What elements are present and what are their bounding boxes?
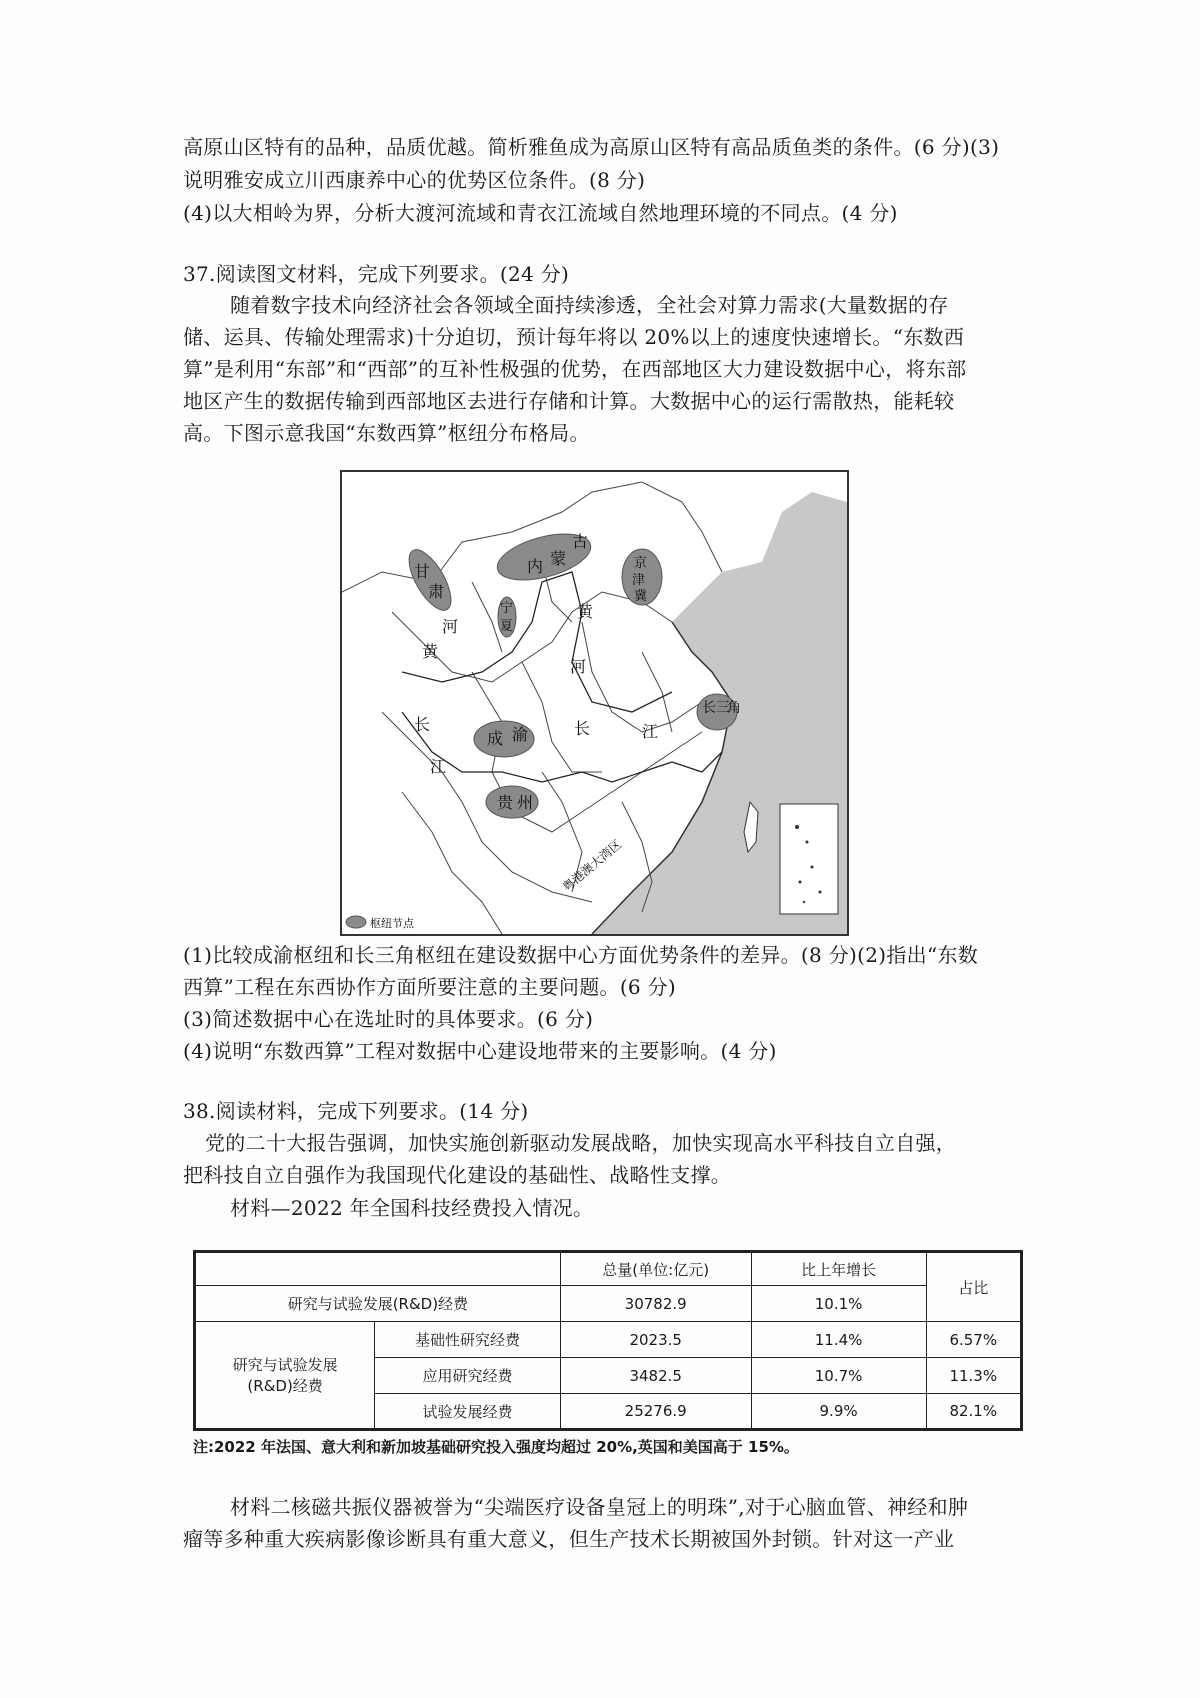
map-label: 州 xyxy=(517,793,534,812)
funding-table xyxy=(193,1250,1023,1428)
map-svg xyxy=(342,472,847,934)
para-line: 算”是利用“东部”和“西部”的互补性极强的优势，在西部地区大力建设数据中心，将东部 xyxy=(183,357,967,381)
table-group-label xyxy=(195,1322,375,1430)
table-cell: 10.7% xyxy=(751,1358,926,1394)
map-label: 长 xyxy=(414,715,431,734)
map-label: 粤港澳大湾区 xyxy=(559,837,625,895)
para-line: 高。下图示意我国“东数西算”枢纽分布格局。 xyxy=(183,421,590,445)
para-line: 地区产生的数据传输到西部地区去进行存储和计算。大数据中心的运行需散热，能耗较 xyxy=(183,389,955,413)
para-line: 党的二十大报告强调，加快实施创新驱动发展战略，加快实现高水平科技自立自强， xyxy=(205,1131,957,1155)
table-cell: 25276.9 xyxy=(560,1394,751,1430)
table-cell: 11.3% xyxy=(926,1358,1021,1394)
map-label: 黄 xyxy=(422,642,439,661)
subq-line: (1)比较成渝枢纽和长三角枢纽在建设数据中心方面优势条件的差异。(8 分)(2)指出“东数 xyxy=(183,943,979,967)
table-cell: 11.4% xyxy=(751,1322,926,1358)
map-label: 古 xyxy=(572,532,589,551)
table-cell: 10.1% xyxy=(751,1286,926,1322)
subq-line: (3)简述数据中心在选址时的具体要求。(6 分) xyxy=(183,1007,594,1031)
legend-label: 枢纽节点 xyxy=(370,917,414,930)
south-sea-inset xyxy=(780,804,838,914)
table-row xyxy=(195,1322,1022,1358)
group-label-line: 研究与试验发展 xyxy=(232,1356,338,1374)
table-header-blank xyxy=(195,1252,561,1286)
table-header: 总量(单位:亿元) xyxy=(560,1252,751,1286)
map-label: 江 xyxy=(642,722,659,741)
map-label: 江 xyxy=(430,757,447,776)
map-label: 津 xyxy=(632,573,646,588)
table-cell: 82.1% xyxy=(926,1394,1021,1430)
map-label: 角 xyxy=(727,700,741,716)
para-line: 把科技自立自强作为我国现代化建设的基础性、战略性支撑。 xyxy=(183,1163,732,1187)
question-37-title: 37.阅读图文材料，完成下列要求。(24 分) xyxy=(183,262,570,286)
table-cell: 6.57% xyxy=(926,1322,1021,1358)
map-label: 甘 xyxy=(414,562,431,581)
para-line: 说明雅安成立川西康养中心的优势区位条件。(8 分) xyxy=(183,168,646,192)
map-label: 贵 xyxy=(497,793,514,812)
map-label: 黄 xyxy=(577,602,594,621)
table-cell: 试验发展经费 xyxy=(375,1394,561,1430)
map-label: 肃 xyxy=(428,582,445,601)
table-header: 占比 xyxy=(926,1252,1021,1322)
map-label: 成 xyxy=(487,729,504,748)
para-line: 材料二核磁共振仪器被誉为“尖端医疗设备皇冠上的明珠”,对于心脑血管、神经和肿 xyxy=(230,1495,969,1519)
legend-swatch xyxy=(346,916,366,928)
map-label: 蒙 xyxy=(550,549,567,568)
map-label: 冀 xyxy=(634,589,648,604)
map-label: 河 xyxy=(442,617,459,636)
para-line: 储、运具、传输处理需求)十分迫切，预计每年将以 20%以上的速度快速增长。“东数西 xyxy=(183,325,965,349)
para-line: 材料—2022 年全国科技经费投入情况。 xyxy=(230,1196,594,1220)
table-cell: 2023.5 xyxy=(560,1322,751,1358)
para-line: 随着数字技术向经济社会各领域全面持续渗透，全社会对算力需求(大量数据的存 xyxy=(230,293,949,317)
para-line: (4)以大相岭为界，分析大渡河流域和青衣江流域自然地理环境的不同点。(4 分) xyxy=(183,201,898,225)
map-label: 河 xyxy=(570,657,587,676)
table-cell: 研究与试验发展(R&D)经费 xyxy=(195,1286,561,1322)
table-header: 比上年增长 xyxy=(751,1252,926,1286)
map-label: 内 xyxy=(527,557,544,576)
table-cell: 3482.5 xyxy=(560,1358,751,1394)
para-line: 高原山区特有的品种，品质优越。简析雅鱼成为高原山区特有高品质鱼类的条件。(6 分)(3) xyxy=(183,135,1000,159)
table-cell: 30782.9 xyxy=(560,1286,751,1322)
subq-line: (4)说明“东数西算”工程对数据中心建设地带来的主要影响。(4 分) xyxy=(183,1039,777,1063)
subq-line: 西算”工程在东西协作方面所要注意的主要问题。(6 分) xyxy=(183,975,677,999)
para-line: 瘤等多种重大疾病影像诊断具有重大意义，但生产技术长期被国外封锁。针对这一产业 xyxy=(183,1527,955,1551)
table-note: 注:2022 年法国、意大利和新加坡基础研究投入强度均超过 20%,英国和美国高于 15%。 xyxy=(193,1438,799,1456)
group-label-line: (R&D)经费 xyxy=(247,1377,323,1395)
table-cell: 基础性研究经费 xyxy=(375,1322,561,1358)
map-label: 渝 xyxy=(512,725,529,744)
map-label: 长三 xyxy=(702,700,730,716)
table-cell: 9.9% xyxy=(751,1394,926,1430)
map-label: 长 xyxy=(574,719,591,738)
map-label: 宁 xyxy=(500,601,514,616)
table-cell: 应用研究经费 xyxy=(375,1358,561,1394)
map-label: 京 xyxy=(634,556,648,571)
question-38-title: 38.阅读材料，完成下列要求。(14 分) xyxy=(183,1099,529,1123)
hub-map xyxy=(340,470,849,936)
map-label: 夏 xyxy=(500,619,514,634)
